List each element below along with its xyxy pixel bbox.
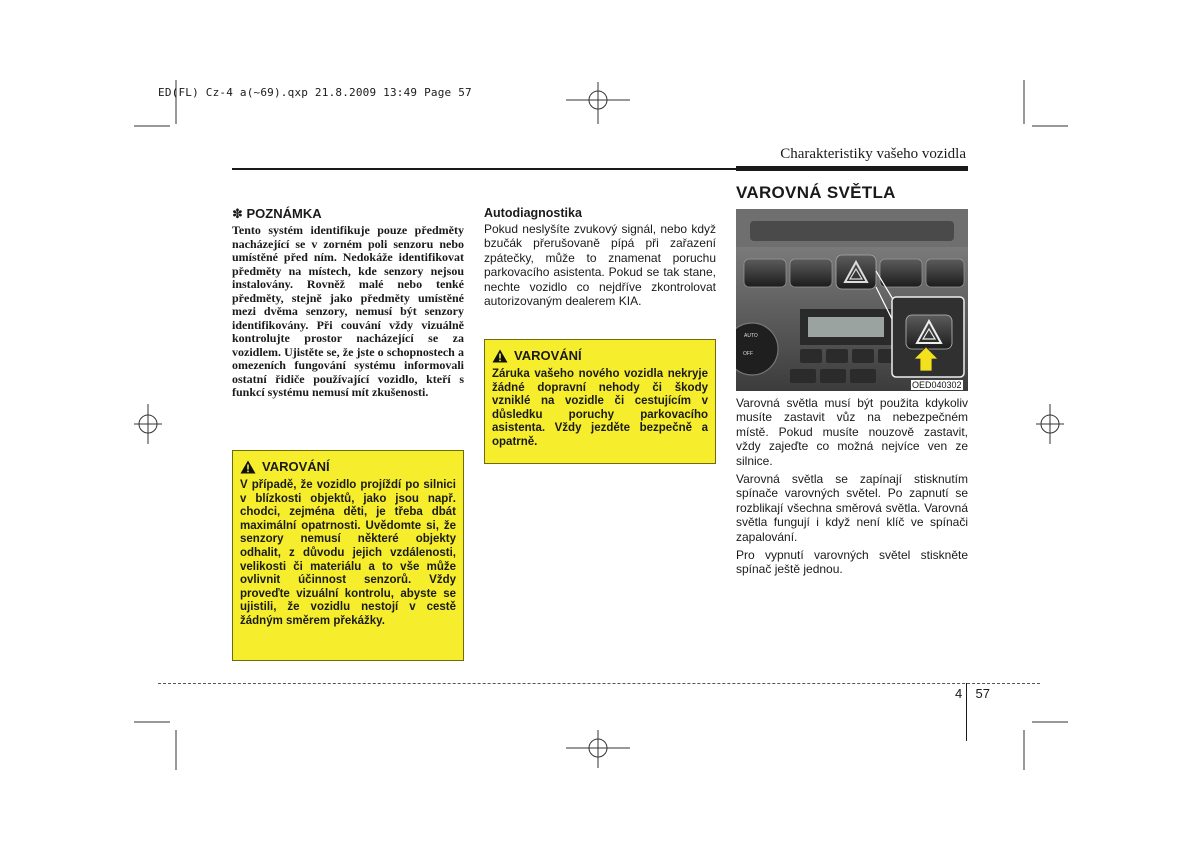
autodiagnostics-body: Pokud neslyšíte zvukový signál, nebo když bzučák přerušovaně pípá při zařazení zpátečky, může to znamenat poruchu parkovacího asistenta. Pokud se tak stane, nechte vozidlo co nejdříve zkontrolovat autorizovaným dealerem KIA. — [484, 222, 716, 309]
autodiagnostics-section — [484, 206, 716, 308]
auto-label: AUTO — [744, 333, 758, 339]
footer-rule — [158, 683, 1040, 684]
note-body: Tento systém identifikuje pouze předměty nacházející se v zorném poli senzoru nebo umístěné před ním. Nedokáže identifikovat předměty na místech, kde senzory nejsou instalovány. Rovněž malé nebo tenké předměty, stejně jako předměty umístěné mezi dvěma senzory, nemusí být senzory identifikovány. Při couvání vždy vizuálně kontrolujte prostor nacházející se za vozidlem. Ujistěte se, že jste o schopnostech a omezeních fungování systému informovali ostatní řidiče používající vozidlo, kteří s funkcí systému nemusí mít zkušenosti. — [232, 223, 464, 399]
warning-body: V případě, že vozidlo projíždí po silnici v blízkosti objektů, jako jsou např. chodci, zejména děti, je třeba dbát maximální opatrnosti. Uvědomte si, že senzory nemusí některé objekty odhalit, z důvodu jejich vzdálenosti, velikosti či materiálu a to vše může ovlivnit účinnost senzorů. Vždy proveďte vizuální kontrolu, abyste se ujistili, že vozidlu nestojí v cestě žádným směrem překážky. — [240, 479, 456, 627]
page-number-divider — [966, 683, 967, 741]
section-title: VAROVNÁ SVĚTLA — [736, 183, 896, 202]
warning-title: VAROVÁNÍ — [262, 459, 330, 474]
registration-target-right — [1036, 404, 1064, 444]
warning-body: Záruka vašeho nového vozidla nekryje žádné dopravní nehody či škody vzniklé na vozidle či cestujícím v důsledku poruchy parkovacího asistenta. Vždy jezděte bezpečně a opatrně. — [492, 368, 708, 448]
note-title: ✽ POZNÁMKA — [232, 206, 322, 221]
hazard-lights-section — [736, 183, 968, 203]
image-caption: OED040302 — [912, 380, 962, 390]
hazard-switch-photo — [736, 209, 968, 391]
print-slug-line: ED(FL) Cz-4 a(~69).qxp 21.8.2009 13:49 Page 57 — [158, 86, 472, 99]
registration-target-top — [566, 82, 630, 124]
registration-target-bottom — [566, 730, 630, 768]
header-rule-accent — [736, 166, 968, 171]
page-number — [955, 686, 990, 701]
warning-box-warranty — [484, 339, 716, 464]
paragraph: Pro vypnutí varovných světel stiskněte spínač ještě jednou. — [736, 548, 968, 577]
warning-triangle-icon — [240, 460, 256, 474]
page-number-value: 57 — [975, 686, 990, 701]
running-head: Charakteristiky vašeho vozidla — [780, 146, 966, 162]
paragraph: Varovná světla musí být použita kdykoliv musíte zastavit vůz na nebezpečném místě. Pokud musíte nouzově zastavit, vždy zajeďte co možná nejvíce ven ze silnice. — [736, 396, 968, 468]
hazard-lights-text — [736, 396, 968, 581]
note-section — [232, 206, 464, 400]
warning-box-pedestrians — [232, 450, 464, 661]
warning-title: VAROVÁNÍ — [514, 348, 582, 363]
registration-target-left — [134, 404, 162, 444]
autodiagnostics-title: Autodiagnostika — [484, 206, 582, 220]
warning-triangle-icon — [492, 349, 508, 363]
chapter-number: 4 — [955, 686, 963, 701]
off-label: OFF — [743, 351, 753, 357]
paragraph: Varovná světla se zapínají stisknutím spínače varovných světel. Po zapnutí se rozblikají všechna směrová světla. Varovná světla fungují i když není klíč ve spínači zapalování. — [736, 472, 968, 544]
